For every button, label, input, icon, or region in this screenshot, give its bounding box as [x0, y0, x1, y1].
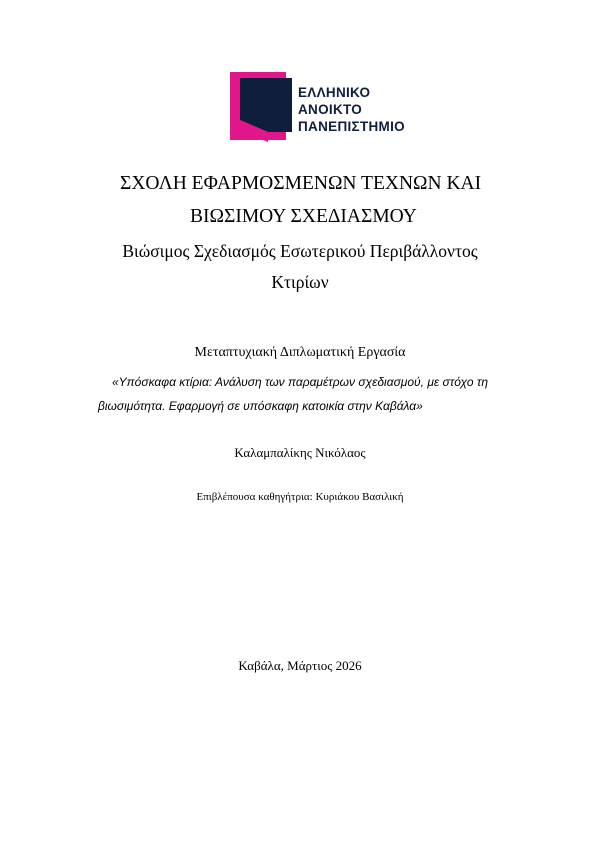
program-name-line-2: Κτιρίων	[271, 272, 329, 292]
supervisor: Επιβλέπουσα καθηγήτρια: Κυριάκου Βασιλική	[196, 491, 404, 503]
thesis-title-line-2: βιωσιμότητα. Εφαρμογή σε υπόσκαφη κατοικία στην Καβάλα»	[98, 399, 423, 413]
program-name-line-1: Βιώσιμος Σχεδιασμός Εσωτερικού Περιβάλλοντος	[122, 241, 478, 261]
place-date: Καβάλα, Μάρτιος 2026	[238, 658, 362, 673]
university-logo	[222, 70, 422, 146]
logo-line-1: ΕΛΛΗΝΙΚΟ	[298, 85, 371, 100]
school-name-line-1: ΣΧΟΛΗ ΕΦΑΡΜΟΣΜΕΝΩΝ ΤΕΧΝΩΝ ΚΑΙ	[120, 173, 482, 194]
logo-line-3: ΠΑΝΕΠΙΣΤΗΜΙΟ	[298, 119, 405, 134]
school-name-line-2: ΒΙΩΣΙΜΟΥ ΣΧΕΔΙΑΣΜΟΥ	[190, 206, 417, 227]
logo-wordmark	[298, 84, 405, 135]
thesis-type: Μεταπτυχιακή Διπλωματική Εργασία	[194, 345, 406, 360]
logo-line-2: ΑΝΟΙΚΤΟ	[298, 102, 363, 117]
author-name: Καλαμπαλίκης Νικόλαος	[234, 445, 366, 460]
logo-mark-icon	[222, 70, 298, 146]
thesis-title-line-1: «Υπόσκαφα κτίρια: Ανάλυση των παραμέτρων σχεδιασμού, με στόχο τη	[111, 375, 489, 389]
